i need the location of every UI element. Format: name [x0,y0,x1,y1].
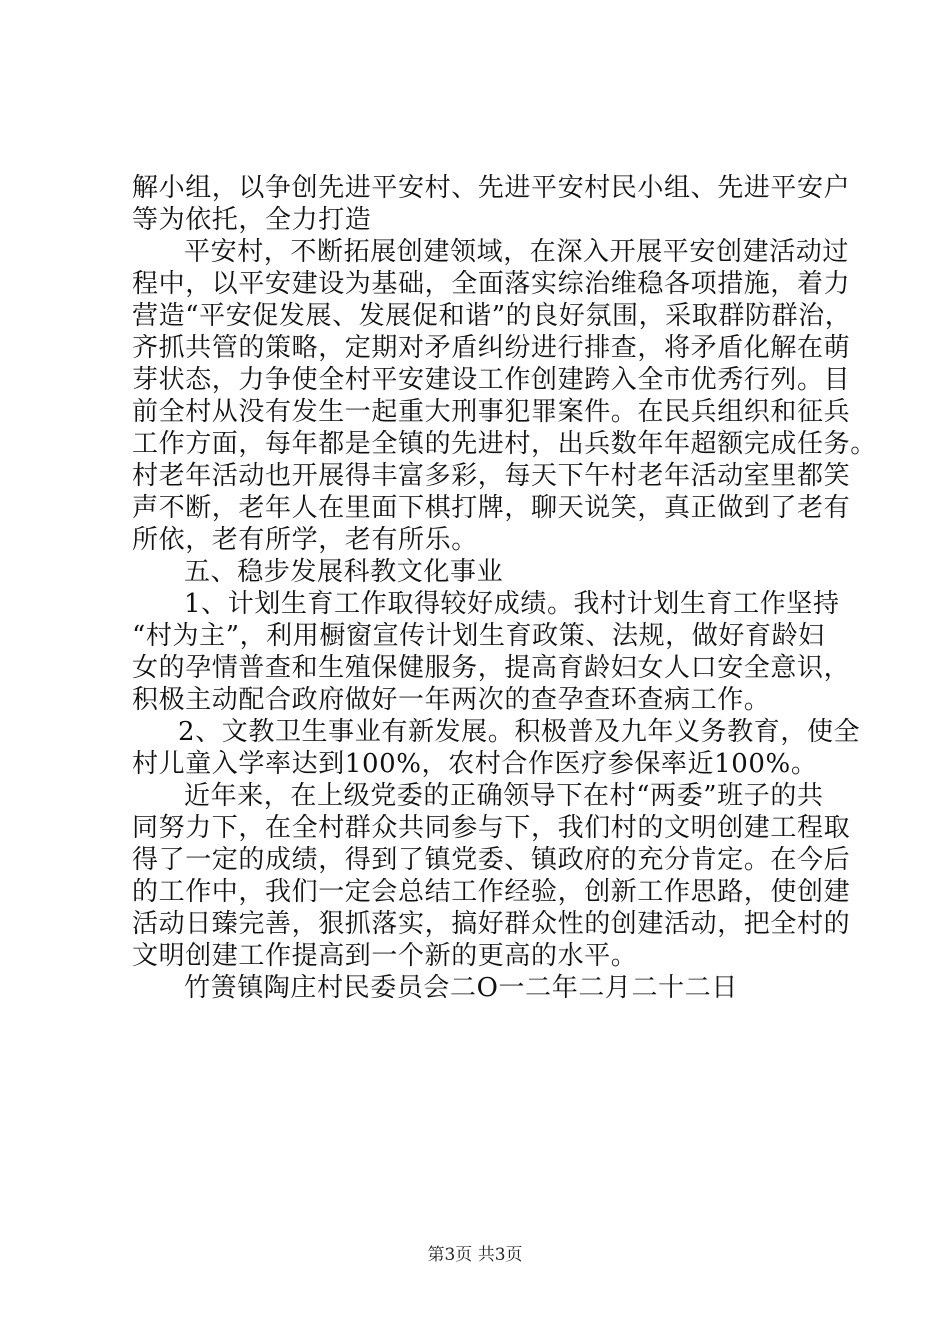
text-line: 1、计划生育工作取得较好成绩。我村计划生育工作坚持 [184,589,840,619]
document-body [132,172,877,1004]
text-line: 前全村从没有发生一起重大刑事犯罪案件。在民兵组织和征兵 [132,397,851,427]
text-line: “村为主”，利用橱窗宣传计划生育政策、法规，做好育龄妇 [132,621,825,651]
text-line: 所依，老有所学，老有所乐。 [132,525,478,555]
text-line: 女的孕情普查和生殖保健服务，提高育龄妇女人口安全意识， [132,653,851,683]
text-line: 齐抓共管的策略，定期对矛盾纠纷进行排查，将矛盾化解在萌 [132,333,851,363]
text-line: 解小组，以争创先进平安村、先进平安村民小组、先进平安户 [132,173,851,203]
text-line: 村儿童入学率达到100%，农村合作医疗参保率近100%。 [132,749,818,779]
text-line: 的工作中，我们一定会总结工作经验，创新工作思路，使创建 [132,877,851,907]
text-line: 文明创建工作提高到一个新的更高的水平。 [132,941,638,971]
text-line: 同努力下，在全村群众共同参与下，我们村的文明创建工程取 [132,813,851,843]
text-line: 近年来，在上级党委的正确领导下在村“两委”班子的共 [184,781,824,811]
signature-date-line: 竹箦镇陶庄村民委员会二O一二年二月二十二日 [184,973,738,1003]
text-line: 积极主动配合政府做好一年两次的查孕查环查病工作。 [132,685,771,715]
text-line: 村老年活动也开展得丰富多彩，每天下午村老年活动室里都笑 [132,461,851,491]
text-line: 营造“平安促发展、发展促和谐”的良好氛围，采取群防群治， [132,301,852,331]
section-heading: 五、稳步发展科教文化事业 [184,557,504,587]
text-line: 声不断，老年人在里面下棋打牌，聊天说笑，真正做到了老有 [132,493,851,523]
text-line: 2、文教卫生事业有新发展。积极普及九年义务教育，使全 [178,717,861,747]
text-line: 芽状态，力争使全村平安建设工作创建跨入全市优秀行列。目 [132,365,851,395]
text-line: 得了一定的成绩，得到了镇党委、镇政府的充分肯定。在今后 [132,845,851,875]
page-footer: 第3页 共3页 [427,1245,523,1265]
text-line: 平安村，不断拓展创建领域，在深入开展平安创建活动过 [184,237,850,267]
text-line: 工作方面，每年都是全镇的先进村，出兵数年年超额完成任务。 [132,429,877,459]
text-line: 等为依托，全力打造 [132,205,372,235]
text-line: 程中，以平安建设为基础，全面落实综治维稳各项措施，着力 [132,269,851,299]
text-line: 活动日臻完善，狠抓落实，搞好群众性的创建活动，把全村的 [132,909,851,939]
